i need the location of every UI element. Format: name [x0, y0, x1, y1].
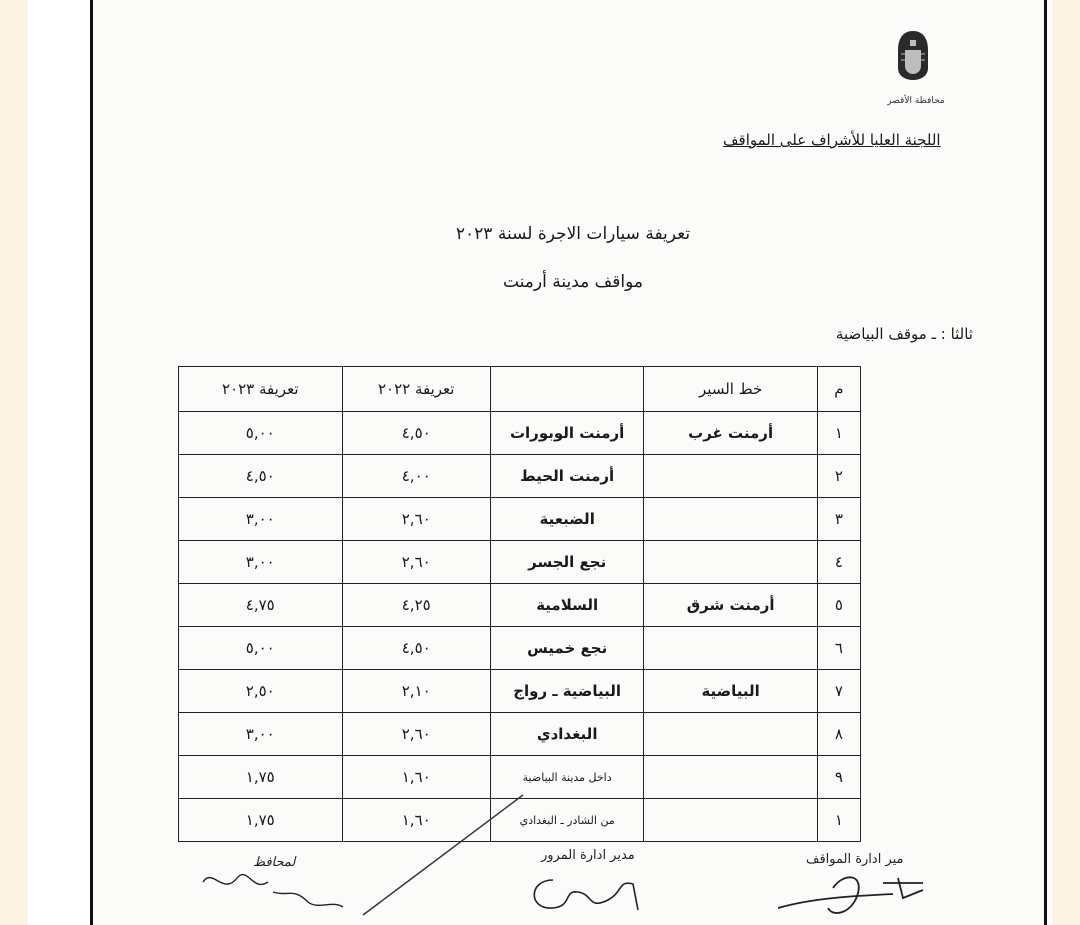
row-destination: السلامية	[490, 584, 643, 627]
left-margin	[0, 0, 28, 925]
right-margin	[1052, 0, 1080, 925]
row-route	[644, 541, 818, 584]
row-tariff-2022: ٤,٥٠	[342, 412, 490, 455]
table-row	[179, 412, 861, 455]
row-destination: أرمنت الوبورات	[490, 412, 643, 455]
document-sheet	[93, 0, 1044, 925]
row-tariff-2023: ١,٧٥	[179, 799, 343, 842]
header-route: خط السير	[644, 367, 818, 412]
row-no: ١	[817, 412, 860, 455]
row-destination: الضبعية	[490, 498, 643, 541]
row-route	[644, 627, 818, 670]
table-row	[179, 455, 861, 498]
row-tariff-2022: ٢,١٠	[342, 670, 490, 713]
section-heading: ثالثا : ـ موقف البياضية	[835, 325, 973, 343]
row-no: ٣	[817, 498, 860, 541]
row-tariff-2022: ٢,٦٠	[342, 541, 490, 584]
header-destination	[490, 367, 643, 412]
row-no: ٢	[817, 455, 860, 498]
row-no: ٩	[817, 756, 860, 799]
row-tariff-2022: ٢,٦٠	[342, 498, 490, 541]
row-destination: البياضية ـ رواج	[490, 670, 643, 713]
table-row	[179, 713, 861, 756]
signature-traffic-manager	[518, 870, 648, 920]
row-destination: أرمنت الحيط	[490, 455, 643, 498]
table-header-row	[179, 367, 861, 412]
signature-approval	[193, 862, 393, 922]
row-route: أرمنت شرق	[644, 584, 818, 627]
governorate-emblem-icon	[893, 28, 933, 83]
row-destination: نجع خميس	[490, 627, 643, 670]
header-tariff-2022: تعريفة ٢٠٢٢	[342, 367, 490, 412]
signature-title-traffic-manager: مدير ادارة المرور	[541, 848, 635, 863]
row-tariff-2023: ٢,٥٠	[179, 670, 343, 713]
row-tariff-2022: ٢,٦٠	[342, 713, 490, 756]
table-row	[179, 627, 861, 670]
row-no: ٧	[817, 670, 860, 713]
document-title: تعريفة سيارات الاجرة لسنة ٢٠٢٣	[455, 224, 691, 244]
row-tariff-2023: ٤,٧٥	[179, 584, 343, 627]
table-row	[179, 541, 861, 584]
table-row	[179, 498, 861, 541]
tariff-table	[178, 366, 861, 842]
row-route: البياضية	[644, 670, 818, 713]
row-tariff-2023: ٥,٠٠	[179, 412, 343, 455]
row-tariff-2023: ٤,٥٠	[179, 455, 343, 498]
row-tariff-2022: ٤,٢٥	[342, 584, 490, 627]
row-tariff-2023: ٣,٠٠	[179, 541, 343, 584]
signature-approval-note: لمحافظ	[253, 855, 296, 870]
row-no: ٥	[817, 584, 860, 627]
row-tariff-2022: ١,٦٠	[342, 756, 490, 799]
row-no: ٨	[817, 713, 860, 756]
signature-title-stands-manager: مير ادارة المواقف	[806, 852, 904, 867]
row-route: أرمنت غرب	[644, 412, 818, 455]
row-no: ١	[817, 799, 860, 842]
header-tariff-2023: تعريفة ٢٠٢٣	[179, 367, 343, 412]
row-route	[644, 799, 818, 842]
row-no: ٤	[817, 541, 860, 584]
table-row	[179, 584, 861, 627]
row-destination: من الشادر ـ البغدادي	[490, 799, 643, 842]
row-destination: نجع الجسر	[490, 541, 643, 584]
row-tariff-2022: ٤,٠٠	[342, 455, 490, 498]
row-no: ٦	[817, 627, 860, 670]
row-tariff-2022: ٤,٥٠	[342, 627, 490, 670]
row-route	[644, 713, 818, 756]
row-destination: داخل مدينة البياضية	[490, 756, 643, 799]
row-tariff-2023: ٣,٠٠	[179, 498, 343, 541]
row-route	[644, 756, 818, 799]
row-tariff-2023: ٥,٠٠	[179, 627, 343, 670]
frame-line-right	[1044, 0, 1047, 925]
row-route	[644, 455, 818, 498]
row-tariff-2023: ٣,٠٠	[179, 713, 343, 756]
header-no: م	[817, 367, 860, 412]
table-row	[179, 670, 861, 713]
document-subtitle: مواقف مدينة أرمنت	[502, 272, 643, 292]
row-destination: البغدادي	[490, 713, 643, 756]
signature-stands-manager	[773, 868, 943, 923]
committee-heading: اللجنة العليا للأشراف على المواقف	[723, 131, 941, 149]
row-tariff-2023: ١,٧٥	[179, 756, 343, 799]
row-route	[644, 498, 818, 541]
row-tariff-2022: ١,٦٠	[342, 799, 490, 842]
logo-caption: محافظة الأقصر	[887, 96, 945, 106]
